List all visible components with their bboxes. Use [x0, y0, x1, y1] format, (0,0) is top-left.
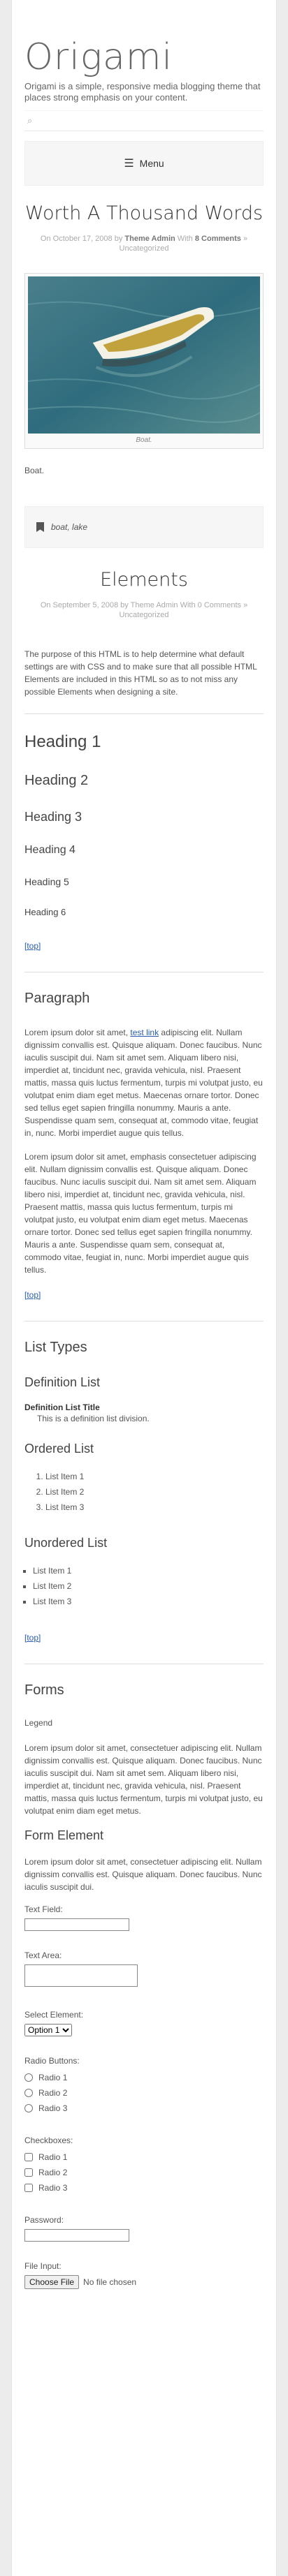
list-types-heading: List Types: [24, 1340, 87, 1355]
divider: [24, 1321, 264, 1322]
ordered-list: [24, 1469, 264, 1515]
paragraph-heading: Paragraph: [24, 991, 90, 1006]
file-group: [24, 2261, 264, 2289]
unordered-list: [24, 1563, 264, 1609]
comments-link[interactable]: 8 Comments: [194, 235, 241, 243]
password-label: Password:: [24, 2215, 64, 2225]
list-item: 1. List Item 1: [45, 1469, 264, 1484]
checkbox-option[interactable]: Radio 3: [24, 2180, 264, 2196]
list-item: ▪ List Item 2: [33, 1578, 264, 1594]
password-group: [24, 2215, 264, 2242]
list-item: 3. List Item 3: [45, 1500, 264, 1515]
choose-file-button[interactable]: Choose File: [24, 2275, 79, 2289]
file-status: No file chosen: [83, 2277, 137, 2287]
radio-option[interactable]: Radio 1: [24, 2070, 264, 2085]
checkbox-option[interactable]: Radio 2: [24, 2165, 264, 2180]
form-element-heading: Form Element: [24, 1828, 104, 1842]
select-element[interactable]: [24, 2024, 72, 2036]
forms-heading: Forms: [24, 1682, 64, 1698]
definition-list: [24, 1402, 264, 1423]
checkbox[interactable]: [24, 2168, 33, 2177]
heading-5: Heading 5: [24, 876, 69, 887]
comments-link[interactable]: 0 Comments: [197, 601, 241, 609]
list-item: 2. List Item 2: [45, 1484, 264, 1500]
paragraph-1: Lorem ipsum dolor sit amet, test link adipiscing elit. Nullam dignissim convallis est. Quisque aliquam. Donec faucibus. Nunc iaculis suscipit dui. Nam sit amet sem. Aliquam libero nisi, imperdiet at, tincidunt nec, gravida vehicula, nisl. Praesent mattis, massa quis luctus fermentum, turpis mi volutpat justo, eu volutpat enim diam eget metus. Maecenas ornare tortor. Donec sed tellus eget sapien fringilla nonummy. Mauris a ante. Suspendisse quam sem, consequat at, commodo vitae, feugiat in, nunc. Morbi imperdiet augue quis tellus.: [24, 1028, 263, 1138]
legend-text: Lorem ipsum dolor sit amet, consectetuer adipiscing elit. Nullam dignissim convallis est. Quisque aliquam. Donec faucibus. Nunc iaculis suscipit dui. Nam sit amet sem. Aliquam libero nisi, imperdiet at, tincidunt nec, gravida vehicula, nisl. Praesent mattis, massa quis luctus fermentum, turpis mi volutpat justo, eu volutpat enim diam eget metus.: [24, 1743, 263, 1816]
post-figure: [24, 273, 264, 449]
post-title[interactable]: Elements: [100, 569, 188, 591]
post-meta: On October 17, 2008 by Theme Admin With 8 Comments » Uncategorized: [40, 235, 248, 253]
select-group: [24, 2010, 264, 2036]
author-link[interactable]: Theme Admin: [124, 235, 175, 243]
checkbox-group: [24, 2135, 264, 2196]
text-field-input[interactable]: [24, 1918, 129, 1931]
radio-button[interactable]: [24, 2104, 33, 2112]
checkbox-label: Checkboxes:: [24, 2135, 73, 2145]
menu-button[interactable]: [24, 141, 264, 186]
unordered-list-heading: Unordered List: [24, 1536, 108, 1550]
search-input[interactable]: [37, 115, 264, 126]
heading-6: Heading 6: [24, 907, 66, 917]
checkbox[interactable]: [24, 2153, 33, 2161]
radio-label: Radio Buttons:: [24, 2056, 80, 2066]
search-icon: ⌕: [27, 115, 33, 126]
form-legend: Legend: [24, 1718, 53, 1728]
definition-description: This is a definition list division.: [37, 1414, 150, 1423]
paragraph-2: Lorem ipsum dolor sit amet, emphasis consectetuer adipiscing elit. Nullam dignissim convallis est. Quisque aliquam. Donec faucibus. Nunc iaculis suscipit dui. Nam sit amet sem. Aliquam libero nisi, imperdiet at, tincidunt nec, gravida vehicula, nisl. Praesent mattis, massa quis luctus fermentum, turpis mi volutpat justo, eu volutpat enim diam eget metus. Maecenas ornare tortor. Donec sed tellus eget sapien fringilla nonummy. Mauris a ante. Suspendisse quam sem, consequat at, commodo vitae, feugiat in, nunc. Morbi imperdiet augue quis tellus.: [24, 1152, 257, 1275]
top-link[interactable]: [top]: [24, 941, 41, 951]
figure-caption: Boat.: [136, 436, 152, 444]
radio-option[interactable]: Radio 2: [24, 2085, 264, 2101]
heading-4: Heading 4: [24, 844, 75, 856]
boat-photo[interactable]: [28, 276, 260, 434]
bookmark-icon: [36, 522, 44, 532]
radio-group: [24, 2056, 264, 2116]
radio-button[interactable]: [24, 2089, 33, 2097]
post-meta: On September 5, 2008 by Theme Admin With 0 Comments » Uncategorized: [40, 601, 248, 619]
category-link[interactable]: Uncategorized: [119, 244, 169, 253]
text-field-group: [24, 1904, 264, 1931]
checkbox[interactable]: [24, 2184, 33, 2192]
definition-term: Definition List Title: [24, 1402, 100, 1412]
checkbox-option[interactable]: Radio 1: [24, 2149, 264, 2165]
list-item: ▪ List Item 1: [33, 1563, 264, 1578]
test-link[interactable]: test link: [130, 1028, 159, 1037]
site-title[interactable]: Origami: [24, 36, 173, 78]
text-area-group: [24, 1950, 264, 1990]
heading-samples: [24, 732, 264, 917]
heading-1: Heading 1: [24, 732, 101, 751]
top-link[interactable]: [top]: [24, 1290, 41, 1300]
post-title[interactable]: Worth A Thousand Words: [24, 202, 264, 224]
select-label: Select Element:: [24, 2010, 84, 2020]
category-link[interactable]: Uncategorized: [119, 611, 169, 619]
list-item: ▪ List Item 3: [33, 1594, 264, 1609]
menu-label: Menu: [139, 158, 164, 169]
radio-option[interactable]: Radio 3: [24, 2101, 264, 2116]
top-link[interactable]: [top]: [24, 1633, 41, 1643]
search-bar[interactable]: [24, 110, 264, 131]
file-label: File Input:: [24, 2261, 62, 2271]
heading-2: Heading 2: [24, 773, 89, 788]
tag-box: [24, 506, 264, 548]
ordered-list-heading: Ordered List: [24, 1442, 94, 1456]
author-link[interactable]: Theme Admin: [130, 601, 178, 609]
text-field-label: Text Field:: [24, 1904, 63, 1914]
password-input[interactable]: [24, 2229, 129, 2242]
file-input: [24, 2275, 264, 2289]
tag-links[interactable]: boat, lake: [51, 522, 88, 532]
site-description: Origami is a simple, responsive media blogging theme that places strong emphasis on your content.: [24, 81, 261, 103]
heading-3: Heading 3: [24, 810, 82, 824]
post-body: Boat.: [24, 466, 45, 475]
radio-button[interactable]: [24, 2073, 33, 2082]
form-element-text: Lorem ipsum dolor sit amet, consectetuer adipiscing elit. Nullam dignissim convallis est. Quisque aliquam. Donec faucibus. Nunc iaculis suscipit dui.: [24, 1857, 262, 1892]
definition-list-heading: Definition List: [24, 1375, 101, 1389]
hamburger-icon: ☰: [124, 158, 134, 170]
text-area-input[interactable]: [24, 1964, 138, 1987]
page: [11, 0, 277, 2576]
elements-intro: The purpose of this HTML is to help determine what default settings are with CSS and to make sure that all possible HTML Elements are included in this HTML so as to not miss any possible Elements when designing a site.: [24, 649, 257, 697]
text-area-label: Text Area:: [24, 1950, 62, 1960]
divider: [24, 713, 264, 714]
